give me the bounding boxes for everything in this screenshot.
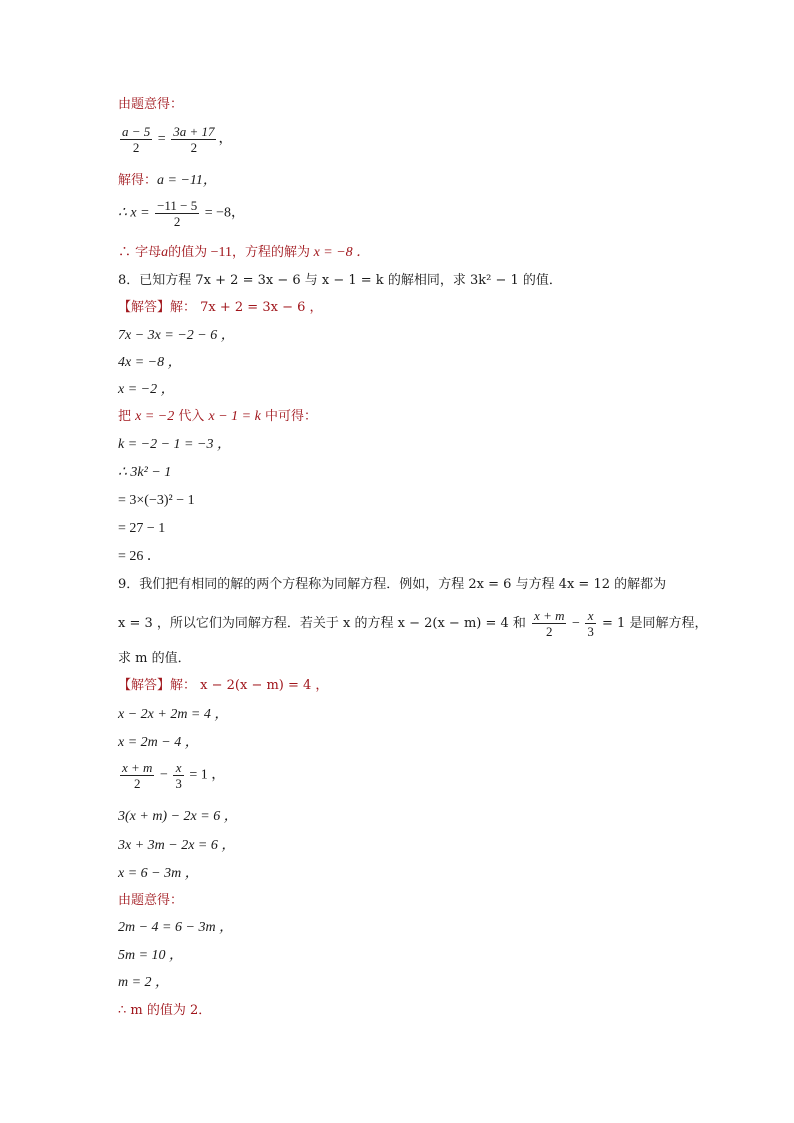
fraction: $\frac{-11 - 5}{2}$ — [157, 198, 198, 229]
question-9-line1: 9．我们把有相同的解的两个方程称为同解方程．例如，方程 2x = 6 与方程 4x = 12 的解都为 — [118, 577, 667, 592]
step: 7x − 3x = −2 − 6 ， — [118, 328, 235, 343]
step: = 3×(−3)² − 1 — [118, 493, 195, 508]
step: 由题意得： — [118, 893, 184, 908]
fraction: $\frac{x}{3}$ — [587, 608, 594, 639]
fraction: $\frac{a - 5}{2}$ — [122, 124, 151, 155]
solution-heading: 由题意得： — [118, 97, 184, 112]
fraction: $\frac{x + m}{2}$ — [122, 760, 153, 791]
step: 2m − 4 = 6 − 3m ， — [118, 920, 234, 935]
final-answer: ∴ m 的值为 2． — [118, 1003, 212, 1018]
step: x = 6 − 3m ， — [118, 866, 199, 881]
step: k = −2 − 1 = −3 ， — [118, 437, 231, 452]
question-8: 8．已知方程 7x + 2 = 3x − 6 与 x − 1 = k 的解相同，求 3k² − 1 的值． — [118, 273, 562, 288]
step: x − 2x + 2m = 4 ， — [118, 707, 229, 722]
answer-8-header: 【解答】解： 7x + 2 = 3x − 6 ， — [118, 300, 323, 315]
solution-line: 解得：a = −11， — [118, 173, 217, 188]
conclusion-line: ∴ 字母a的值为 −11，方程的解为 x = −8 ． — [118, 245, 371, 260]
step: = 26 ． — [118, 549, 161, 564]
step: ∴ 3k² − 1 — [118, 465, 172, 480]
step: 3x + 3m − 2x = 6 ， — [118, 838, 236, 853]
equation-fractions: $\frac{a - 5}{2}$ = $\frac{3a + 17}{2}$ ， — [122, 124, 233, 155]
step-fractions: $\frac{x + m}{2}$ − $\frac{x}{3}$ = 1 ， — [122, 760, 226, 791]
step: = 27 − 1 — [118, 521, 166, 536]
step: x = 2m − 4 ， — [118, 735, 199, 750]
answer-9-header: 【解答】解： x − 2(x − m) = 4 ， — [118, 678, 329, 693]
step: 3(x + m) − 2x = 6 ， — [118, 809, 238, 824]
step: 把 x = −2 代入 x − 1 = k 中可得： — [118, 409, 317, 424]
step: x = −2 ， — [118, 382, 175, 397]
step: 5m = 10 ， — [118, 948, 184, 963]
fraction: $\frac{x + m}{2}$ — [534, 608, 565, 639]
question-9-line3: 求 m 的值． — [118, 651, 191, 666]
equation-x: ∴ x = $\frac{-11 - 5}{2}$ = −8， — [118, 198, 246, 229]
fraction: $\frac{x}{3}$ — [175, 760, 182, 791]
step: m = 2 ， — [118, 975, 170, 990]
step: 4x = −8 ， — [118, 355, 182, 370]
fraction: $\frac{3a + 17}{2}$ — [173, 124, 215, 155]
question-9-line2: x = 3 ，所以它们为同解方程．若关于 x 的方程 x − 2(x − m) = 4 和 $\frac{x + m}{2}$ − $\frac{x}{3}$ = 1 是同解方程， — [118, 608, 708, 639]
